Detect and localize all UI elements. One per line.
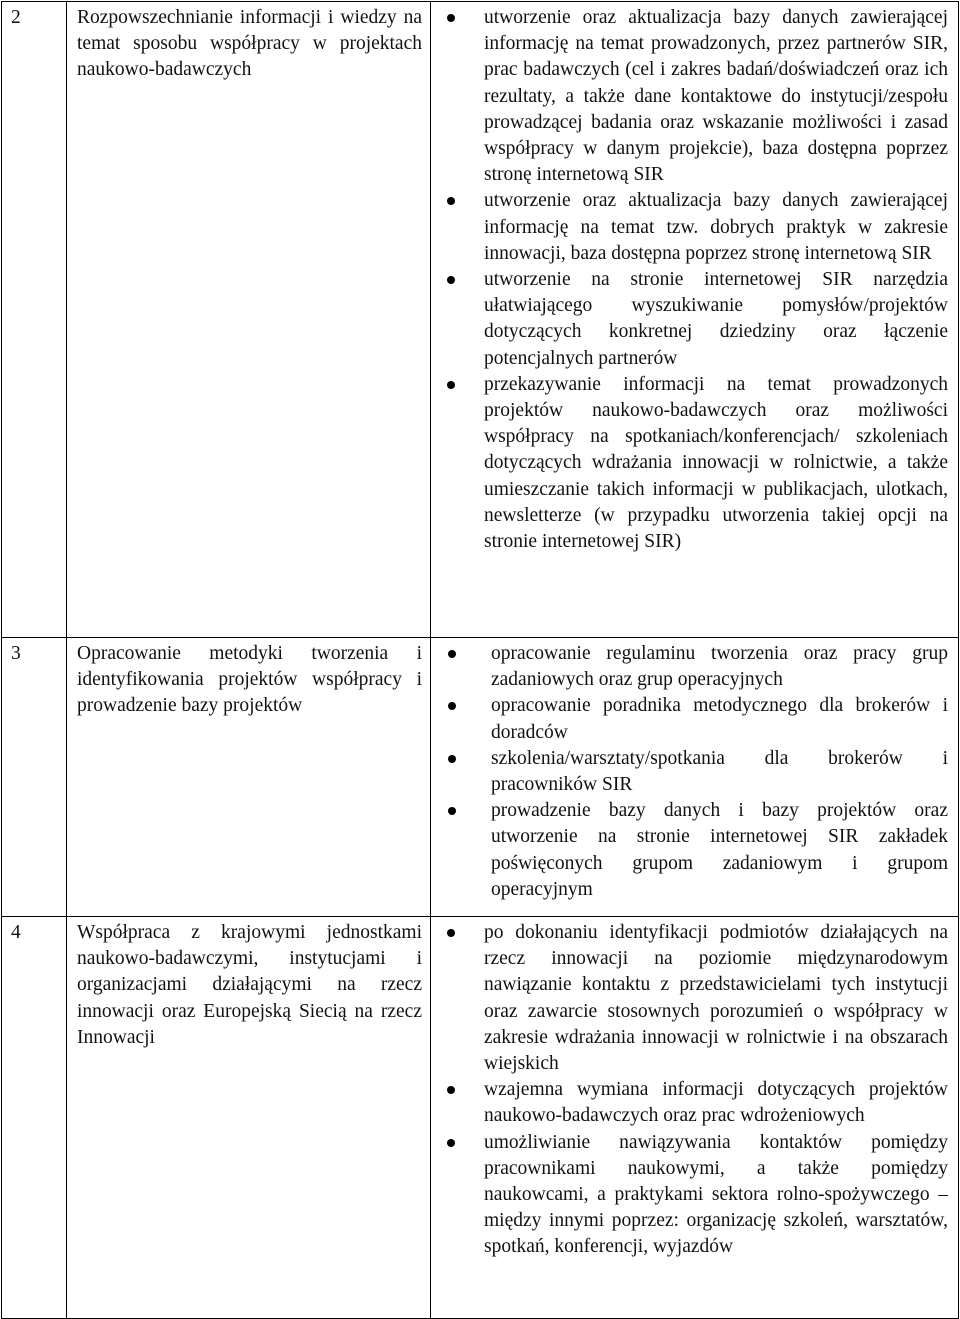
bullet-icon <box>448 650 456 658</box>
list-item-text: utworzenie na stronie internetowej SIR narzędzia ułatwiającego wyszukiwanie pomysłów/projektów dotyczących konkretnej dziedziny oraz łączenie potencjalnych partnerów <box>484 269 948 369</box>
list-item-text: utworzenie oraz aktualizacja bazy danych zawierającej informację na temat prowadzonych, przez partnerów SIR, prac badawczych (cel i zakres badań/doświadczeń oraz ich rezultaty, a także dane kontaktowe do instytucji/zespołu prowadzącej badania oraz wskazanie możliwości i zasad współpracy w danym projekcie), baza dostępna poprzez stronę internetową SIR <box>484 7 948 186</box>
list-item-text: opracowanie regulaminu tworzenia oraz pracy grup zadaniowych oraz grup operacyjnych <box>491 643 948 691</box>
list-item <box>431 693 948 745</box>
list-item <box>431 798 948 903</box>
activity-description <box>431 2 959 638</box>
bullet-list <box>431 641 948 903</box>
bullet-icon <box>447 14 455 22</box>
list-item <box>431 920 948 1077</box>
list-item-text: prowadzenie bazy danych i bazy projektów oraz utworzenie na stronie internetowej SIR zakładek poświęconych grupom zadaniowym i grupom operacyjnym <box>491 800 948 900</box>
list-item <box>431 1077 948 1129</box>
list-item <box>431 188 948 267</box>
list-item-text: po dokonaniu identyfikacji podmiotów działających na rzecz innowacji na poziomie międzynarodowym nawiązanie kontaktu z przedstawicielami tych instytucji oraz zawarcie stosownych porozumień o współpracy w zakresie wdrażania innowacji w rolnictwie i na obszarach wiejskich <box>484 922 948 1075</box>
activity-title: Rozpowszechnianie informacji i wiedzy na temat sposobu współpracy w projektach naukowo-badawczych <box>67 2 431 638</box>
table-row <box>2 917 959 1319</box>
activity-description <box>431 917 959 1319</box>
list-item <box>431 372 948 555</box>
list-item-text: przekazywanie informacji na temat prowadzonych projektów naukowo-badawczych oraz możliwości współpracy na spotkaniach/konferencjach/ szkoleniach dotyczących wdrażania innowacji w rolnictwie, a także umieszczanie takich informacji w publikacjach, ulotkach, newsletterze (w przypadku utworzenia takiej opcji na stronie internetowej SIR) <box>484 373 948 553</box>
list-item <box>431 746 948 798</box>
bullet-icon <box>447 276 455 284</box>
list-item-text: wzajemna wymiana informacji dotyczących projektów naukowo-badawczych oraz prac wdrożeniowych <box>484 1079 948 1127</box>
list-item <box>431 5 948 188</box>
row-number: 3 <box>2 638 67 917</box>
activity-title: Współpraca z krajowymi jednostkami naukowo-badawczymi, instytucjami i organizacjami działającymi na rzecz innowacji oraz Europejską Siecią na rzecz Innowacji <box>67 917 431 1319</box>
bullet-icon <box>447 929 455 937</box>
bullet-list <box>431 5 948 555</box>
table-row <box>2 638 959 917</box>
bullet-icon <box>447 381 455 389</box>
bullet-icon <box>448 807 456 815</box>
list-item-text: utworzenie oraz aktualizacja bazy danych zawierającej informację na temat tzw. dobrych praktyk w zakresie innowacji, baza dostępna poprzez stronę internetową SIR <box>484 190 948 264</box>
list-item <box>431 641 948 693</box>
bullet-icon <box>447 1139 455 1147</box>
list-item <box>431 1130 948 1261</box>
list-item-text: umożliwianie nawiązywania kontaktów pomiędzy pracownikami naukowymi, a także pomiędzy naukowcami, a praktykami sektora rolno-spożywczego – między innymi poprzez: organizację szkoleń, warsztatów, spotkań, konferencji, wyjazdów <box>484 1131 948 1258</box>
activity-title: Opracowanie metodyki tworzenia i identyfikowania projektów współpracy i prowadzenie bazy projektów <box>67 638 431 917</box>
list-item-text: opracowanie poradnika metodycznego dla brokerów i doradców <box>491 695 948 743</box>
row-number: 4 <box>2 917 67 1319</box>
bullet-icon <box>447 1086 455 1094</box>
bullet-icon <box>448 755 456 763</box>
table-row <box>2 2 959 638</box>
bullet-icon <box>447 197 455 205</box>
activity-description <box>431 638 959 917</box>
bullet-list <box>431 920 948 1261</box>
list-item-text: szkolenia/warsztaty/spotkania dla brokerów i pracowników SIR <box>491 747 948 796</box>
activities-table <box>1 1 959 1319</box>
bullet-icon <box>448 702 456 710</box>
row-number: 2 <box>2 2 67 638</box>
list-item <box>431 267 948 372</box>
